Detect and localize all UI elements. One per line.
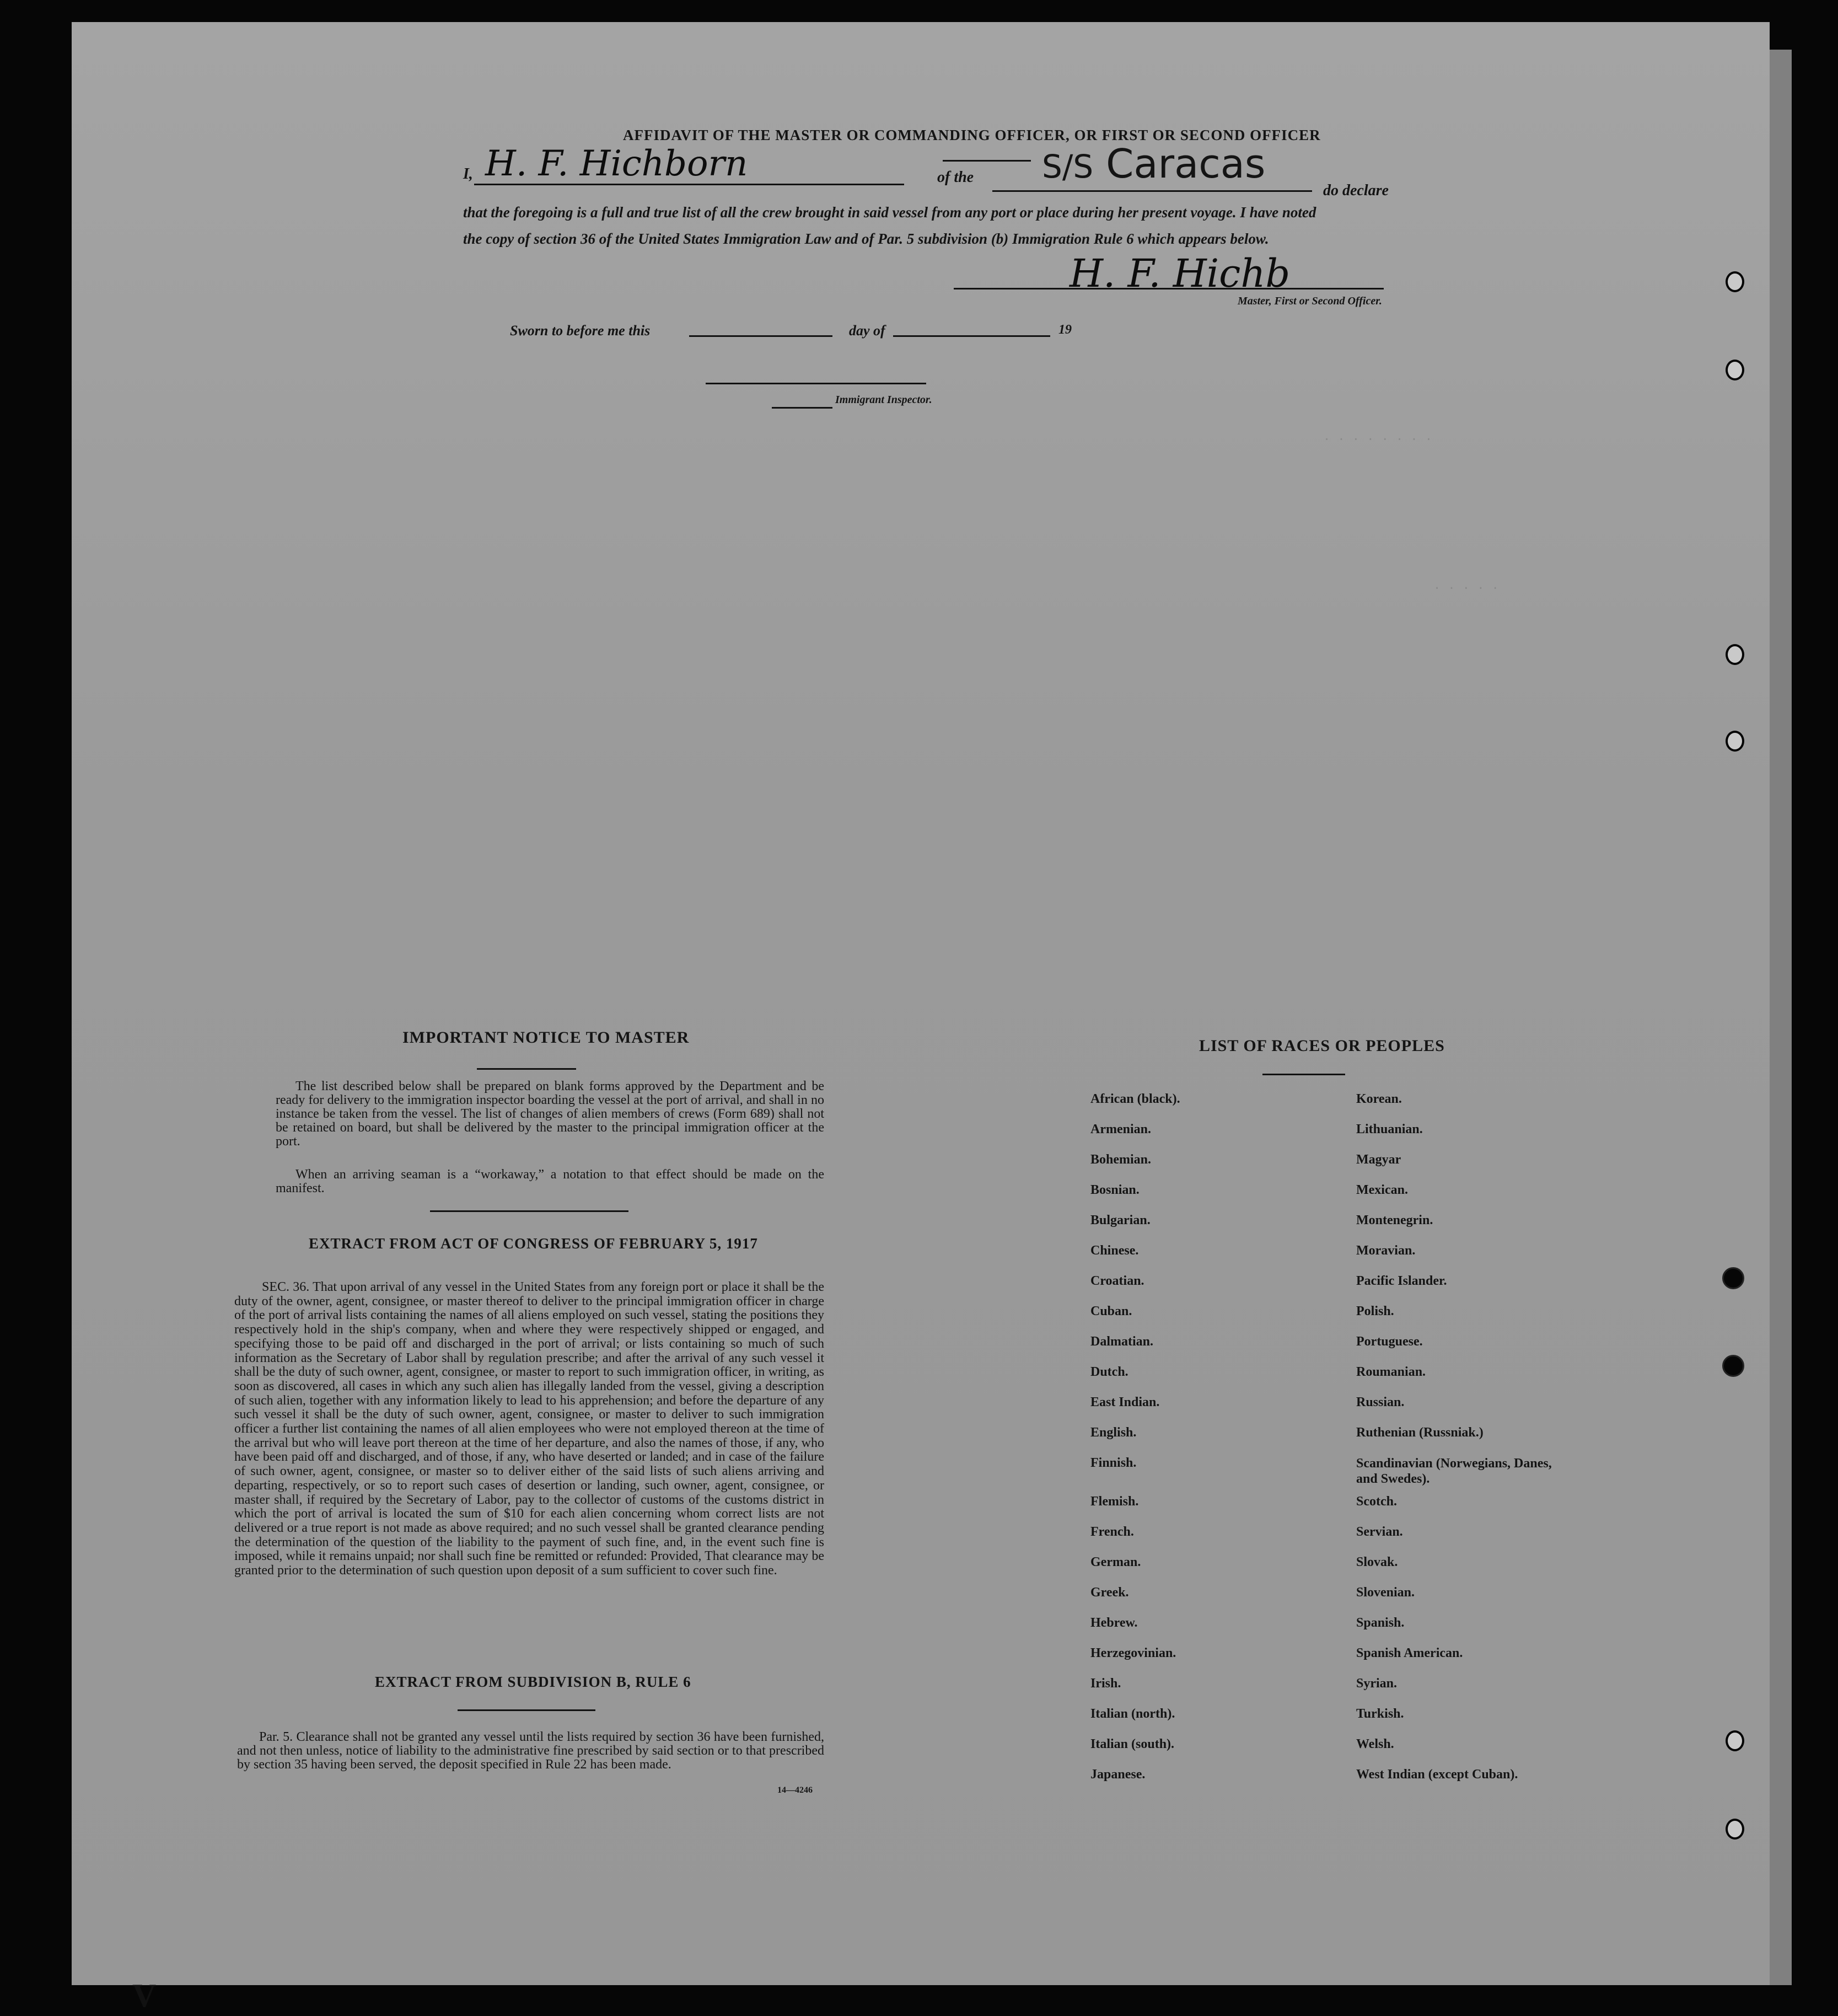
ship-name-text: Caracas (1106, 141, 1266, 187)
race-item: Italian (south). (1090, 1737, 1175, 1751)
race-item: Lithuanian. (1356, 1122, 1423, 1136)
race-item: Flemish. (1090, 1494, 1139, 1509)
race-item: Spanish American. (1356, 1646, 1463, 1660)
inspector-short-line (772, 407, 832, 409)
bleed-through: . . . . . (1433, 579, 1499, 593)
act-extract-title: EXTRACT FROM ACT OF CONGRESS OF FEBRUARY 5, 1917 (309, 1235, 758, 1252)
corner-mark: V (132, 1977, 157, 2014)
signature-handwritten: H. F. Hichb (1070, 251, 1291, 296)
bleed-through: . . . . . . . . (1323, 430, 1433, 444)
month-line (893, 335, 1050, 337)
notice-title: IMPORTANT NOTICE TO MASTER (402, 1028, 690, 1047)
race-item: Herzegovinian. (1090, 1646, 1176, 1660)
race-item: African (black). (1090, 1092, 1180, 1106)
race-item: Magyar (1356, 1152, 1401, 1167)
sworn-day-line (689, 335, 832, 337)
divider (458, 1709, 595, 1711)
binder-hole (1722, 1355, 1744, 1377)
divider (477, 1068, 576, 1070)
rule-extract-text: Par. 5. Clearance shall not be granted any vessel until the lists required by section 36 have been furnished, and not then unless, notice of liability to the administrative fine prescribed by said section or to that prescribed by section 35 having been served, the deposit specified in Rule 22 has been made. (237, 1730, 824, 1772)
binder-hole (1726, 1819, 1744, 1840)
race-item: Roumanian. (1356, 1365, 1426, 1379)
race-item: Irish. (1090, 1676, 1121, 1691)
race-item: Montenegrin. (1356, 1213, 1433, 1227)
race-item: Turkish. (1356, 1707, 1404, 1721)
race-item: Hebrew. (1090, 1616, 1138, 1630)
race-item: West Indian (except Cuban). (1356, 1767, 1518, 1782)
race-item: Chinese. (1090, 1243, 1139, 1258)
race-item: Moravian. (1356, 1243, 1416, 1258)
do-declare-label: do declare (1323, 182, 1389, 199)
races-right-column (1356, 1092, 1566, 1798)
divider (1262, 1074, 1345, 1075)
notice-paragraph-1: The list described below shall be prepared on blank forms approved by the Department and be ready for delivery to the immigration inspector boarding the vessel at the port of arrival, and shall in no instance be taken from the vessel. The list of changes of alien members of crews (Form 689) shall not be retained on board, but shall be delivered by the master to the principal immigration officer at the port. (276, 1079, 824, 1149)
signature-caption: Master, First or Second Officer. (1238, 295, 1382, 307)
binder-hole (1726, 731, 1744, 752)
binder-hole (1726, 1730, 1744, 1751)
race-item: Bosnian. (1090, 1183, 1140, 1197)
race-item: German. (1090, 1555, 1141, 1569)
race-item: Spanish. (1356, 1616, 1405, 1630)
race-item: Syrian. (1356, 1676, 1398, 1691)
inspector-line (706, 383, 926, 384)
race-item: Mexican. (1356, 1183, 1408, 1197)
binder-hole (1726, 644, 1744, 665)
race-item: Polish. (1356, 1304, 1394, 1318)
race-item: Armenian. (1090, 1122, 1151, 1136)
race-item: French. (1090, 1525, 1134, 1539)
race-item: Dalmatian. (1090, 1334, 1153, 1349)
divider (430, 1210, 628, 1212)
races-title: LIST OF RACES OR PEOPLES (1199, 1037, 1445, 1055)
act-extract-text: SEC. 36. That upon arrival of any vessel in the United States from any foreign port or place it shall be the duty of the owner, agent, consignee, or master thereof to deliver to the principal immigration officer in charge of the port of arrival lists containing the names of all aliens employed on such vessel, stating the positions they respectively hold in the ship's company, when and where they were respectively shipped or engaged, and specifying those to be paid off and discharged in the port of arrival; or lists containing so much of such information as the Secretary of Labor shall by regulation prescribe; and after the arrival of any such vessel it shall be the duty of such owner, agent, consignee, or master to report to such immigration officer, in writing, as soon as discovered, all cases in which any such alien has illegally landed from the vessel, giving a description of such alien, together with any information likely to lead to his apprehension; and before the departure of any such vessel it shall be the duty of such owner, agent, consignee, or master to deliver to such immigration officer a further list containing the names of all alien employees who were not employed thereon at the time of the arrival but who will leave port thereon at the time of her departure, and also the names of those, if any, who have been paid off and discharged, and of those, if any, who have deserted or landed; and in case of the failure of such owner, agent, consignee, or master so to deliver either of the said lists of such aliens arriving and departing, respectively, or so to report such cases of desertion or landing, such owner, agent, consignee, or master shall, if required by the Secretary of Labor, pay to the collector of customs of the customs district in which the port of arrival is located the sum of $10 for each alien concerning whom correct lists are not delivered or a true report is not made as above required; and no such vessel shall be granted clearance pending the determination of the question of the liability to the payment of such fine, and, in the event such fine is imposed, while it remains unpaid; nor shall such fine be remitted or refunded: Provided, That clearance may be granted prior to the determination of such question upon deposit of a sum sufficient to cover such fine. (234, 1280, 824, 1578)
declaration-line-1: that the foregoing is a full and true list of all the crew brought in said vessel from any port or place during her present voyage. I have noted (463, 204, 1316, 221)
binder-hole (1726, 271, 1744, 292)
race-item: Scandinavian (Norwegians, Danes, and Swedes). (1356, 1456, 1552, 1486)
races-left-column (1090, 1092, 1311, 1798)
race-item: Cuban. (1090, 1304, 1132, 1318)
race-item: Bulgarian. (1090, 1213, 1151, 1227)
race-item: Dutch. (1090, 1365, 1128, 1379)
race-item: Korean. (1356, 1092, 1402, 1106)
race-item: East Indian. (1090, 1395, 1160, 1409)
race-item: Russian. (1356, 1395, 1405, 1409)
race-item: English. (1090, 1425, 1137, 1440)
binder-hole (1726, 360, 1744, 380)
race-item: Pacific Islander. (1356, 1274, 1447, 1288)
race-item: Portuguese. (1356, 1334, 1423, 1349)
race-item: Croatian. (1090, 1274, 1144, 1288)
ship-line (992, 190, 1312, 192)
binder-hole (1722, 1267, 1744, 1289)
i-label: I, (463, 165, 473, 183)
year-prefix: 19 (1058, 323, 1072, 337)
race-item: Greek. (1090, 1585, 1129, 1600)
race-item: Bohemian. (1090, 1152, 1152, 1167)
race-item: Italian (north). (1090, 1707, 1175, 1721)
declaration-line-2: the copy of section 36 of the United States Immigration Law and of Par. 5 subdivision (b) Immigration Rule 6 which appears below. (463, 230, 1269, 247)
race-item: Scotch. (1356, 1494, 1397, 1509)
notice-paragraph-2: When an arriving seaman is a “workaway,” a notation to that effect should be made on the manifest. (276, 1167, 824, 1195)
race-item: Finnish. (1090, 1456, 1137, 1470)
page-edge (1770, 50, 1792, 1985)
race-item: Slovenian. (1356, 1585, 1415, 1600)
rule-extract-title: EXTRACT FROM SUBDIVISION B, RULE 6 (375, 1674, 691, 1690)
master-name-handwritten: H. F. Hichborn (485, 143, 748, 184)
ship-name (1042, 141, 1265, 187)
rank-line (943, 160, 1031, 162)
race-item: Ruthenian (Russniak.) (1356, 1425, 1484, 1440)
ship-prefix: S/S (1042, 148, 1094, 185)
sworn-label: Sworn to before me this (510, 323, 651, 339)
race-item: Japanese. (1090, 1767, 1146, 1782)
inspector-caption: Immigrant Inspector. (835, 394, 932, 406)
affidavit-title: AFFIDAVIT OF THE MASTER OR COMMANDING OFFICER, OR FIRST OR SECOND OFFICER (623, 127, 1321, 143)
race-item: Servian. (1356, 1525, 1403, 1539)
of-the-label: of the (937, 169, 974, 186)
race-item: Welsh. (1356, 1737, 1394, 1751)
race-item: Slovak. (1356, 1555, 1398, 1569)
day-of-label: day of (849, 323, 885, 339)
form-number: 14—4246 (777, 1786, 813, 1795)
